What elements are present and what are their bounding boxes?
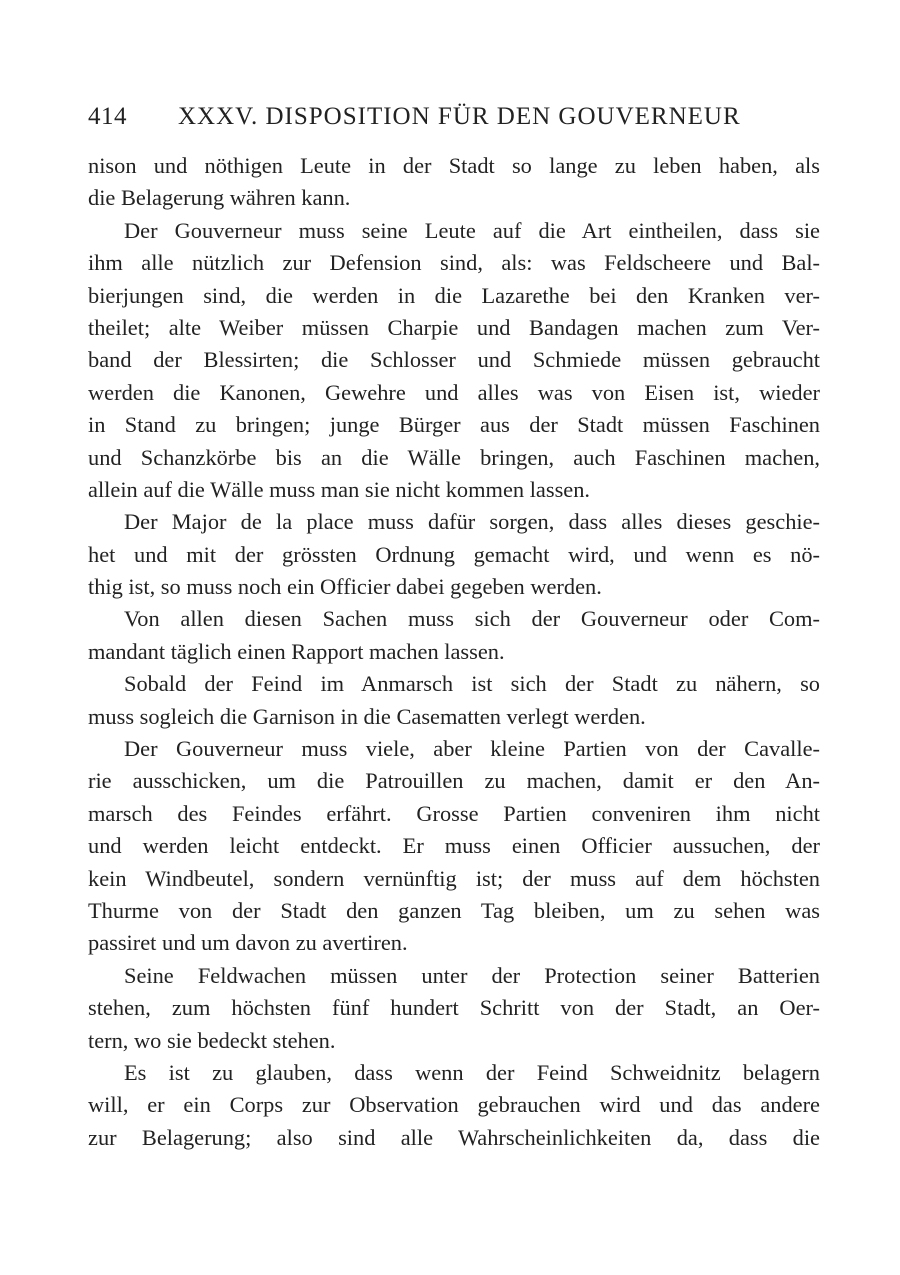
text-line: het und mit der grössten Ordnung gemacht wird, und wenn es nö-: [88, 541, 820, 567]
text-line: muss sogleich die Garnison in die Casematten verlegt werden.: [88, 703, 646, 729]
text-line: Von allen diesen Sachen muss sich der Gouverneur oder Com-: [124, 606, 820, 632]
text-line: stehen, zum höchsten fünf hundert Schritt von der Stadt, an Oer-: [88, 995, 820, 1021]
text-line: die Belagerung währen kann.: [88, 185, 351, 211]
paragraph-1: [88, 150, 820, 215]
text-line: Seine Feldwachen müssen unter der Protection seiner Batterien: [124, 962, 820, 988]
text-line: theilet; alte Weiber müssen Charpie und Bandagen machen zum Ver-: [88, 314, 820, 340]
text-line: passiret und um davon zu avertiren.: [88, 930, 408, 956]
text-line: Der Major de la place muss dafür sorgen, dass alles dieses geschie-: [124, 509, 820, 535]
paragraph-5: [88, 668, 820, 733]
text-line: thig ist, so muss noch ein Officier dabei gegeben werden.: [88, 574, 602, 600]
text-line: allein auf die Wälle muss man sie nicht kommen lassen.: [88, 476, 591, 502]
paragraph-2: [88, 215, 820, 507]
text-line: werden die Kanonen, Gewehre und alles was von Eisen ist, wieder: [88, 379, 820, 405]
text-line: ihm alle nützlich zur Defension sind, als: was Feldscheere und Bal-: [88, 250, 820, 276]
text-line: Thurme von der Stadt den ganzen Tag bleiben, um zu sehen was: [88, 897, 820, 923]
paragraph-4: [88, 603, 820, 668]
text-line: kein Windbeutel, sondern vernünftig ist; der muss auf dem höchsten: [88, 865, 820, 891]
text-line: Es ist zu glauben, dass wenn der Feind Schweidnitz belagern: [124, 1059, 820, 1085]
text-line: Der Gouverneur muss seine Leute auf die Art eintheilen, dass sie: [124, 217, 820, 243]
text-line: Sobald der Feind im Anmarsch ist sich der Stadt zu nähern, so: [124, 671, 820, 697]
paragraph-7: [88, 960, 820, 1057]
running-head: [88, 103, 820, 139]
page-number: 414: [88, 103, 127, 130]
text-line: und Schanzkörbe bis an die Wälle bringen, auch Faschinen machen,: [88, 444, 820, 470]
text-line: Der Gouverneur muss viele, aber kleine Partien von der Cavalle-: [124, 736, 820, 762]
text-line: tern, wo sie bedeckt stehen.: [88, 1027, 336, 1053]
paragraph-8: [88, 1057, 820, 1154]
text-line: marsch des Feindes erfährt. Grosse Partien conveniren ihm nicht: [88, 800, 820, 826]
text-line: in Stand zu bringen; junge Bürger aus der Stadt müssen Faschinen: [88, 412, 820, 438]
text-line: zur Belagerung; also sind alle Wahrscheinlichkeiten da, dass die: [88, 1124, 820, 1150]
text-line: und werden leicht entdeckt. Er muss einen Officier aussuchen, der: [88, 833, 820, 859]
paragraph-6: [88, 733, 820, 960]
text-line: will, er ein Corps zur Observation gebrauchen wird und das andere: [88, 1092, 820, 1118]
text-line: bierjungen sind, die werden in die Lazarethe bei den Kranken ver-: [88, 282, 820, 308]
text-line: band der Blessirten; die Schlosser und Schmiede müssen gebraucht: [88, 347, 820, 373]
chapter-title: XXXV. DISPOSITION FÜR DEN GOUVERNEUR: [178, 103, 741, 130]
text-line: nison und nöthigen Leute in der Stadt so lange zu leben haben, als: [88, 153, 820, 178]
text-line: rie ausschicken, um die Patrouillen zu machen, damit er den An-: [88, 768, 820, 794]
paragraph-3: [88, 506, 820, 603]
text-line: mandant täglich einen Rapport machen lassen.: [88, 638, 505, 664]
body-text: [88, 150, 820, 1154]
